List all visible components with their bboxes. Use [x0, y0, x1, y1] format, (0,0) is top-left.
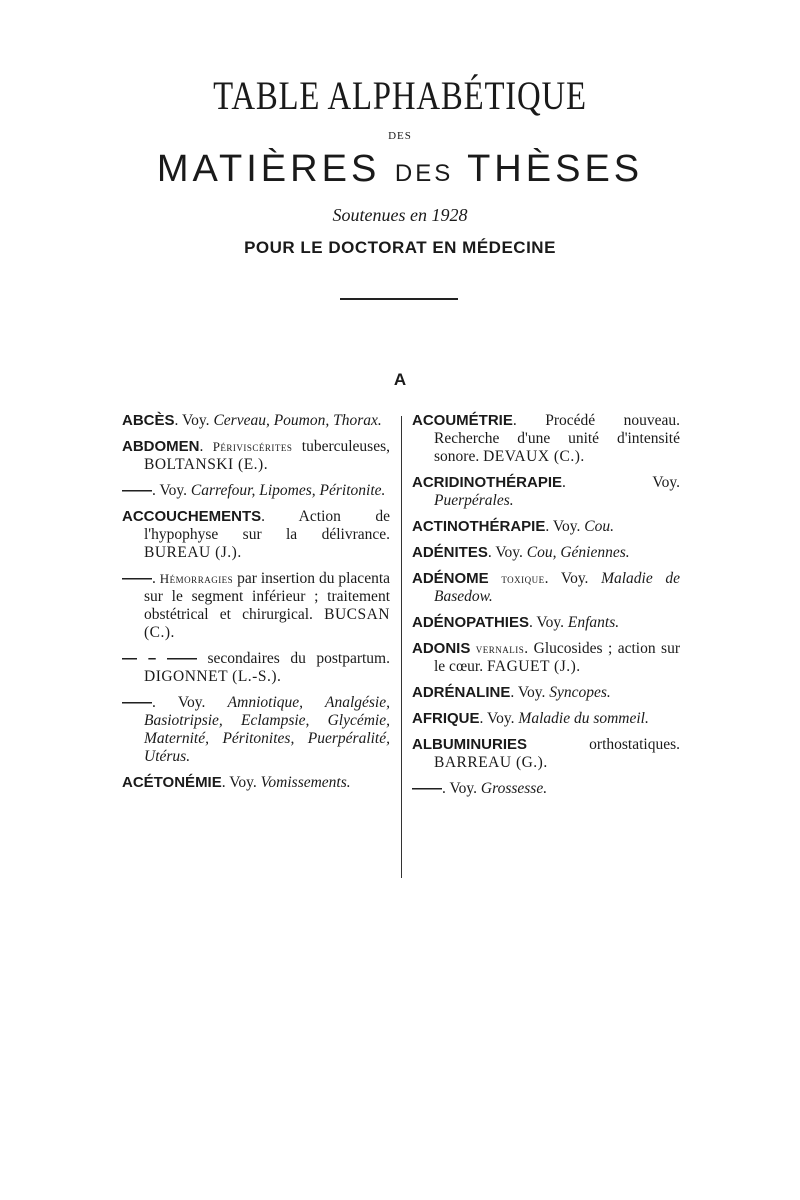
- entry-headword: ADONIS: [412, 640, 471, 657]
- entry-headword: ACOUMÉTRIE: [412, 412, 513, 429]
- entry-headword: ACRIDINOTHÉRAPIE: [412, 474, 563, 491]
- entry-text: . Voy.: [487, 544, 527, 561]
- entry-text: . Voy.: [510, 684, 550, 701]
- title-theses: THÈSES: [467, 148, 644, 190]
- entry-text: . Voy.: [562, 474, 680, 491]
- entry-reference: Maladie de Basedow.: [434, 570, 680, 605]
- index-entry: [122, 482, 390, 500]
- index-entry: [412, 614, 680, 632]
- subtitle-year: Soutenues en 1928: [332, 205, 468, 225]
- entry-text: . Voy.: [152, 694, 228, 711]
- entry-headword: ABCÈS: [122, 412, 175, 429]
- entry-smallcaps: Hémorragies: [159, 571, 234, 586]
- entry-author: BARREAU (G.).: [434, 754, 548, 771]
- entry-text: tuberculeuses,: [292, 438, 390, 455]
- index-entry: [412, 780, 680, 798]
- entry-text: . Procédé nouveau. Recherche d'une unité d'intensité sonore.: [434, 412, 680, 465]
- entry-author: FAGUET (J.).: [486, 658, 581, 675]
- entry-text: .: [152, 570, 160, 587]
- page-title: TABLE ALPHABÉTIQUE: [213, 73, 587, 118]
- entry-reference: Puerpérales.: [434, 492, 514, 509]
- entry-headword: ——: [122, 482, 152, 499]
- entry-reference: Syncopes.: [549, 684, 611, 701]
- entry-text: orthostatiques.: [527, 736, 680, 753]
- entry-reference: Grossesse.: [480, 780, 548, 797]
- entry-author: BUREAU (J.).: [144, 544, 242, 561]
- index-entry: [412, 640, 680, 676]
- entry-smallcaps: vernalis: [475, 641, 525, 656]
- index-entry: [122, 650, 390, 686]
- entry-text: . Voy.: [152, 482, 191, 499]
- entry-reference: Cou.: [584, 518, 614, 535]
- entry-headword: ACÉTONÉMIE: [122, 774, 222, 791]
- entry-reference: Cerveau, Poumon, Thorax.: [213, 412, 382, 429]
- entry-headword: ADÉNOME: [412, 570, 489, 587]
- index-entry: [412, 710, 680, 728]
- index-entry: [412, 518, 680, 536]
- entry-author: BUCSAN (C.).: [144, 606, 390, 641]
- index-entry: [412, 684, 680, 702]
- index-entry: [412, 570, 680, 606]
- entry-headword: ACCOUCHEMENTS: [122, 508, 262, 525]
- entry-text: . Voy.: [544, 570, 602, 587]
- index-entry: [122, 508, 390, 562]
- entry-text: . Voy.: [442, 780, 481, 797]
- entry-text: par insertion du placenta sur le segment inférieur ; traitement obstétrical et chirurgical.: [144, 570, 391, 623]
- entry-headword: ABDOMEN: [122, 438, 200, 455]
- entry-headword: ALBUMINURIES: [412, 736, 527, 753]
- left-column: [122, 412, 390, 800]
- entry-text: . Voy.: [528, 614, 568, 631]
- title-matieres: MATIÈRES: [156, 148, 381, 190]
- index-entry: [122, 412, 390, 430]
- right-column: [412, 412, 680, 806]
- entry-reference: Amniotique, Analgésie, Basiotripsie, Eclampsie, Glycémie, Maternité, Péritonites, Puerpéralité, Utérus.: [144, 694, 390, 765]
- index-entry: [122, 570, 390, 642]
- title-matieres-theses: [0, 148, 800, 191]
- subtitle-doctorat: POUR LE DOCTORAT EN MÉDECINE: [244, 238, 556, 257]
- index-entry: [412, 736, 680, 772]
- entry-headword: ——: [122, 570, 152, 587]
- entry-headword: — – ——: [122, 650, 197, 667]
- entry-text: . Voy.: [221, 774, 261, 791]
- entry-text: . Action de l'hypophyse sur la délivrance.: [144, 508, 390, 543]
- entry-headword: ——: [122, 694, 152, 711]
- entry-headword: AFRIQUE: [412, 710, 480, 727]
- entry-reference: Maladie du sommeil.: [518, 710, 649, 727]
- entry-headword: ACTINOTHÉRAPIE: [412, 518, 546, 535]
- section-letter: A: [393, 370, 407, 389]
- entry-headword: ADÉNITES: [412, 544, 488, 561]
- index-entry: [412, 544, 680, 562]
- entry-text: . Voy.: [545, 518, 585, 535]
- entry-author: DEVAUX (C.).: [483, 448, 585, 465]
- entry-text: . Glucosides ; action sur le cœur.: [434, 640, 680, 675]
- entry-text: [489, 570, 502, 587]
- column-divider: [401, 416, 402, 878]
- entry-headword: ADRÉNALINE: [412, 684, 511, 701]
- entry-text: . Voy.: [479, 710, 519, 727]
- entry-text: . Voy.: [174, 412, 214, 429]
- entry-author: BOLTANSKI (E.).: [144, 456, 269, 473]
- entry-text: .: [199, 438, 213, 455]
- entry-reference: Carrefour, Lipomes, Péritonite.: [190, 482, 386, 499]
- entry-smallcaps: Périviscérites: [212, 439, 293, 454]
- entry-headword: ADÉNOPATHIES: [412, 614, 529, 631]
- index-entry: [122, 694, 390, 766]
- title-des-small: DES: [394, 160, 454, 187]
- title-des: DES: [388, 130, 412, 142]
- entry-smallcaps: toxique: [501, 571, 545, 586]
- entry-headword: ——: [412, 780, 442, 797]
- entry-reference: Vomissements.: [260, 774, 351, 791]
- index-entry: [412, 474, 680, 510]
- index-entry: [412, 412, 680, 466]
- index-entry: [122, 774, 390, 792]
- entry-text: secondaires du postpartum.: [196, 650, 390, 667]
- entry-reference: Enfants.: [567, 614, 620, 631]
- entry-author: DIGONNET (L.-S.).: [144, 668, 282, 685]
- entry-reference: Cou, Géniennes.: [526, 544, 630, 561]
- index-entry: [122, 438, 390, 474]
- title-rule: [340, 298, 458, 300]
